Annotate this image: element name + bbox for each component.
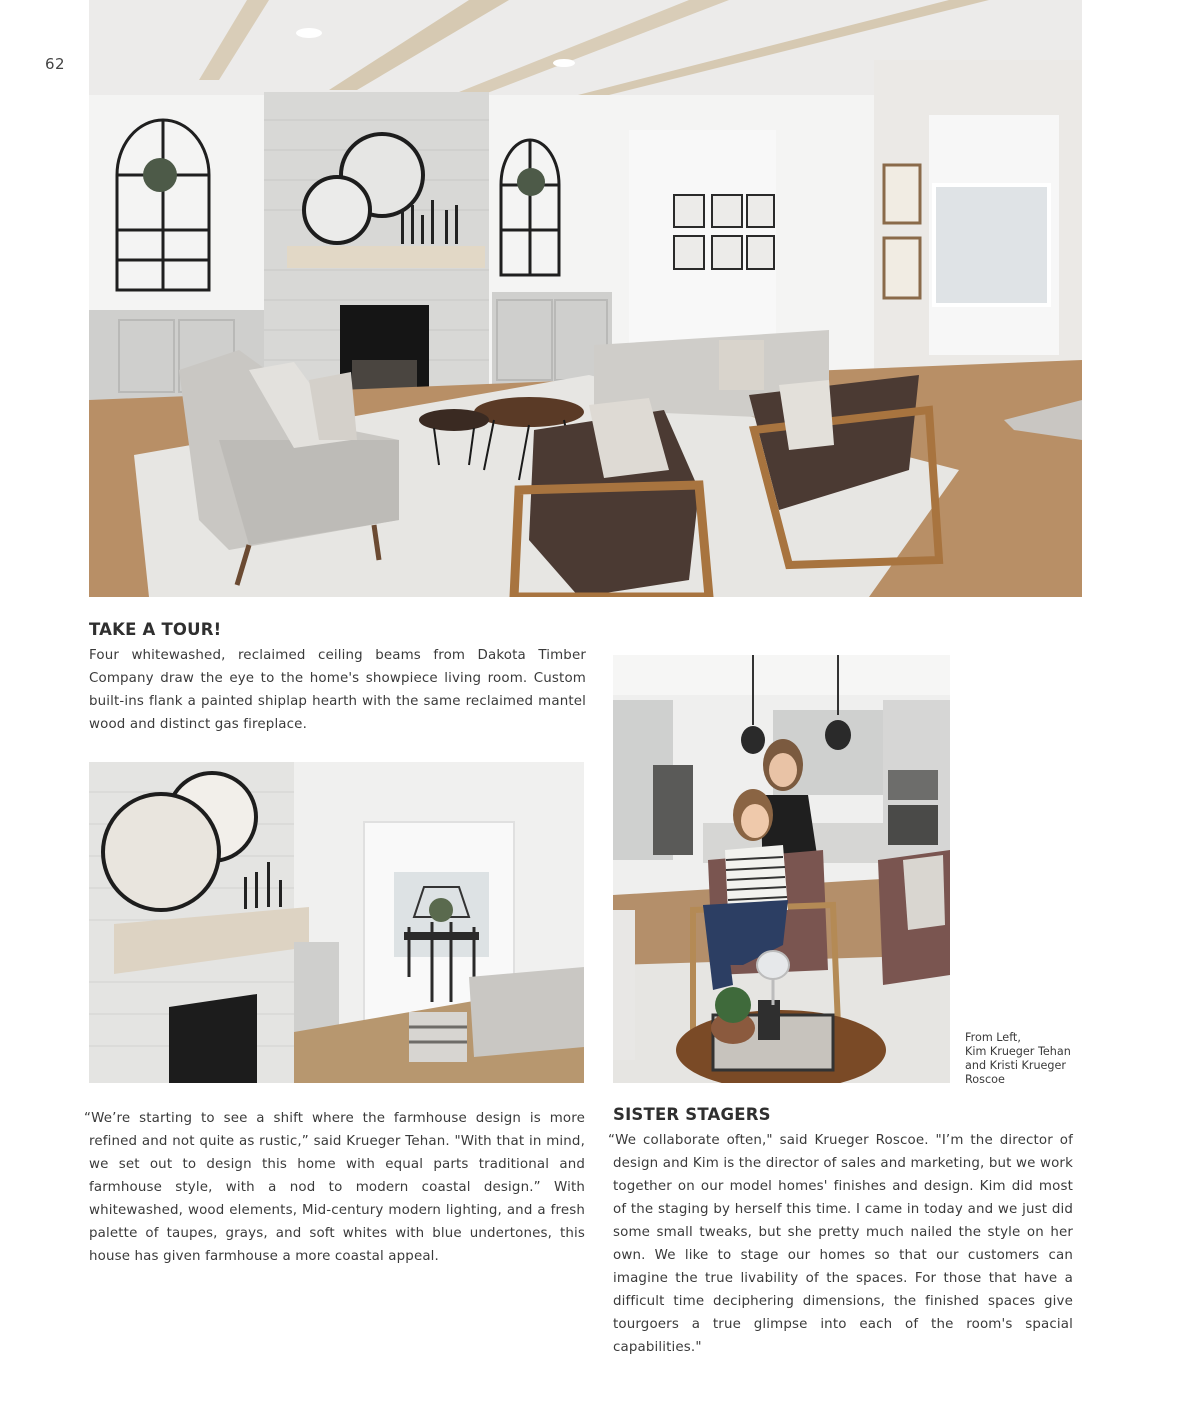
tour-body-text: Four whitewashed, reclaimed ceiling beams from Dakota Timber Company draw the eye to the home's showpiece living room. Custom built-ins flank a painted shiplap hearth with the same reclaimed mantel wood and distinct gas fireplace.	[89, 648, 586, 732]
sister-stagers-body-text: “We collaborate often," said Krueger Roscoe. "I’m the director of design and Kim is the director of sales and marketing, but we work together on our model homes' finishes and design. Kim did most of the staging by herself this time. I came in today and we just did some small tweaks, but she pretty much nailed the style on her own. We like to stage our homes so that our customers can imagine the true livability of the spaces. For those that have a difficult time deciphering dimensions, the finished spaces give tourgoers a true glimpse into each of the room's spacial capabilities."	[608, 1133, 1073, 1355]
fireplace-dining-photo	[89, 762, 584, 1083]
tour-heading: TAKE A TOUR!	[89, 620, 222, 639]
caption-line: Roscoe	[965, 1073, 1005, 1086]
living-room-photo	[89, 0, 1082, 597]
sister-stagers-heading: SISTER STAGERS	[613, 1105, 771, 1124]
page-number: 62	[45, 55, 66, 73]
sister-stagers-photo	[613, 655, 950, 1083]
photo-caption	[965, 1031, 1085, 1087]
caption-line: and Kristi Krueger	[965, 1059, 1067, 1072]
caption-line: From Left,	[965, 1031, 1021, 1044]
designer-quote-text: “We’re starting to see a shift where the farmhouse design is more refined and not quite as rustic,” said Krueger Tehan. "With that in mind, we set out to design this home with equal parts traditional and farmhouse style, with a nod to modern coastal design.” With whitewashed, wood elements, Mid-century modern lighting, and a fresh palette of taupes, grays, and soft whites with blue undertones, this house has given farmhouse a more coastal appeal.	[84, 1111, 585, 1264]
caption-line: Kim Krueger Tehan	[965, 1045, 1071, 1058]
